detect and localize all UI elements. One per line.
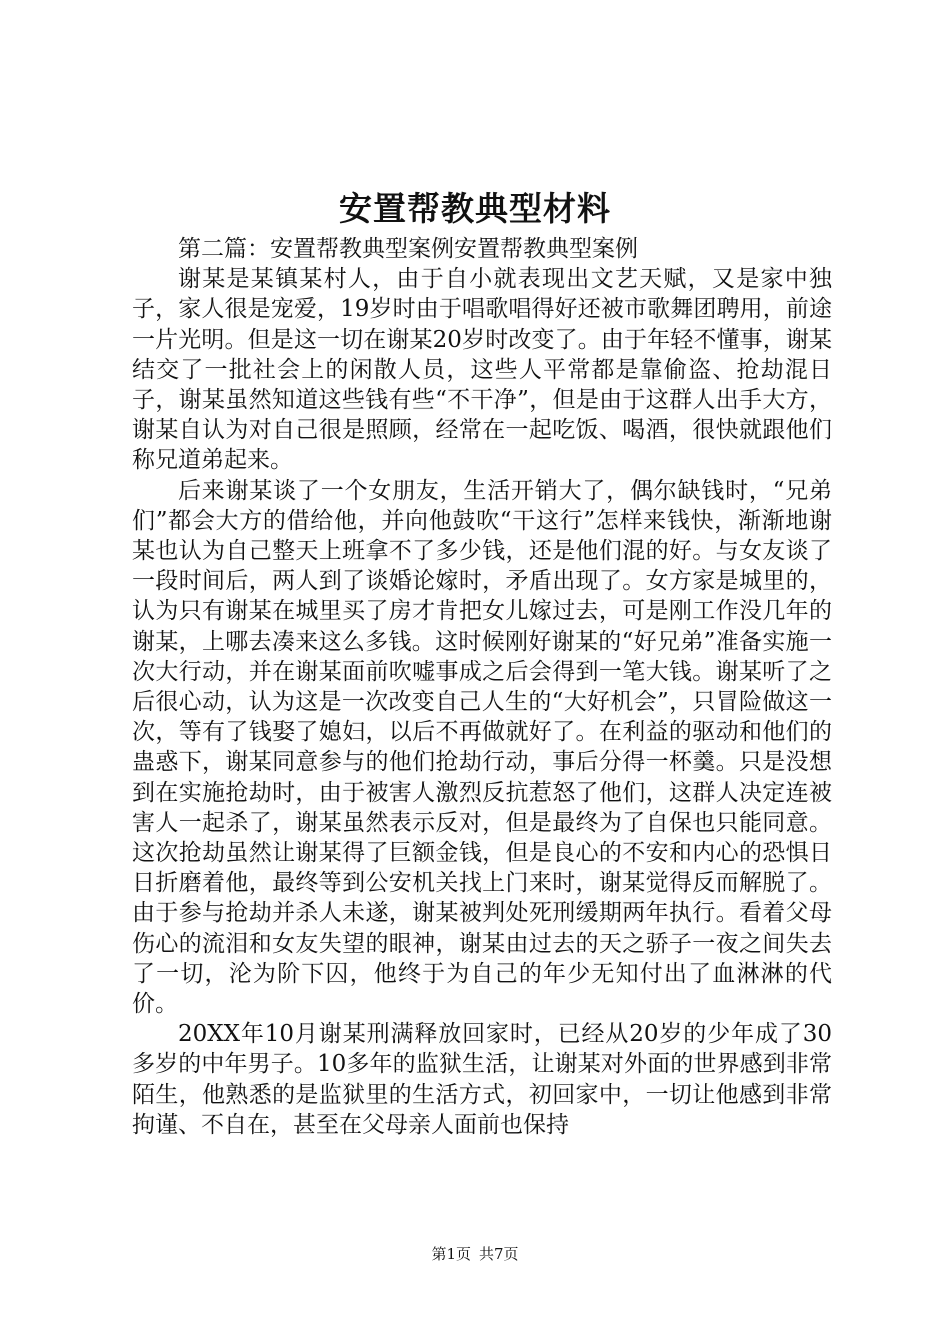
page-number: 第1页 xyxy=(431,1245,471,1263)
page-footer xyxy=(0,1244,950,1264)
page-total: 共7页 xyxy=(479,1245,519,1263)
paragraph: 20XX年10月谢某刑满释放回家时，已经从20岁的少年成了30多岁的中年男子。10多年的监狱生活，让谢某对外面的世界感到非常陌生，他熟悉的是监狱里的生活方式，初回家中，一切让他感到非常拘谨、不自在，甚至在父母亲人面前也保持 xyxy=(132,1021,832,1138)
paragraph: 谢某是某镇某村人，由于自小就表现出文艺天赋，又是家中独子，家人很是宠爱，19岁时由于唱歌唱得好还被市歌舞团聘用，前途一片光明。但是这一切在谢某20岁时改变了。由于年轻不懂事，谢某结交了一批社会上的闲散人员，这些人平常都是靠偷盗、抢劫混日子，谢某虽然知道这些钱有些“不干净”，但是由于这群人出手大方，谢某自认为对自己很是照顾，经常在一起吃饭、喝酒，很快就跟他们称兄道弟起来。 xyxy=(132,266,832,474)
paragraph: 后来谢某谈了一个女朋友，生活开销大了，偶尔缺钱时，“兄弟们”都会大方的借给他，并向他鼓吹“干这行”怎样来钱快，渐渐地谢某也认为自己整天上班拿不了多少钱，还是他们混的好。与女友谈了一段时间后，两人到了谈婚论嫁时，矛盾出现了。女方家是城里的，认为只有谢某在城里买了房才肯把女儿嫁过去，可是刚工作没几年的谢某，上哪去凑来这么多钱。这时候刚好谢某的“好兄弟”准备实施一次大行动，并在谢某面前吹嘘事成之后会得到一笔大钱。谢某听了之后很心动，认为这是一次改变自己人生的“大好机会”，只冒险做这一次，等有了钱娶了媳妇，以后不再做就好了。在利益的驱动和他们的蛊惑下，谢某同意参与的他们抢劫行动，事后分得一杯羹。只是没想到在实施抢劫时，由于被害人激烈反抗惹怒了他们，这群人决定连被害人一起杀了，谢某虽然表示反对，但是最终为了自保也只能同意。这次抢劫虽然让谢某得了巨额金钱，但是良心的不安和内心的恐惧日日折磨着他，最终等到公安机关找上门来时，谢某觉得反而解脱了。由于参与抢劫并杀人未遂，谢某被判处死刑缓期两年执行。看着父母伤心的流泪和女友失望的眼神，谢某由过去的天之骄子一夜之间失去了一切，沦为阶下囚，他终于为自己的年少无知付出了血淋淋的代价。 xyxy=(132,477,832,1018)
document-body xyxy=(132,234,832,1140)
document-title: 安置帮教典型材料 xyxy=(339,189,611,228)
paragraph-subtitle: 第二篇：安置帮教典型案例安置帮教典型案例 xyxy=(178,236,638,262)
